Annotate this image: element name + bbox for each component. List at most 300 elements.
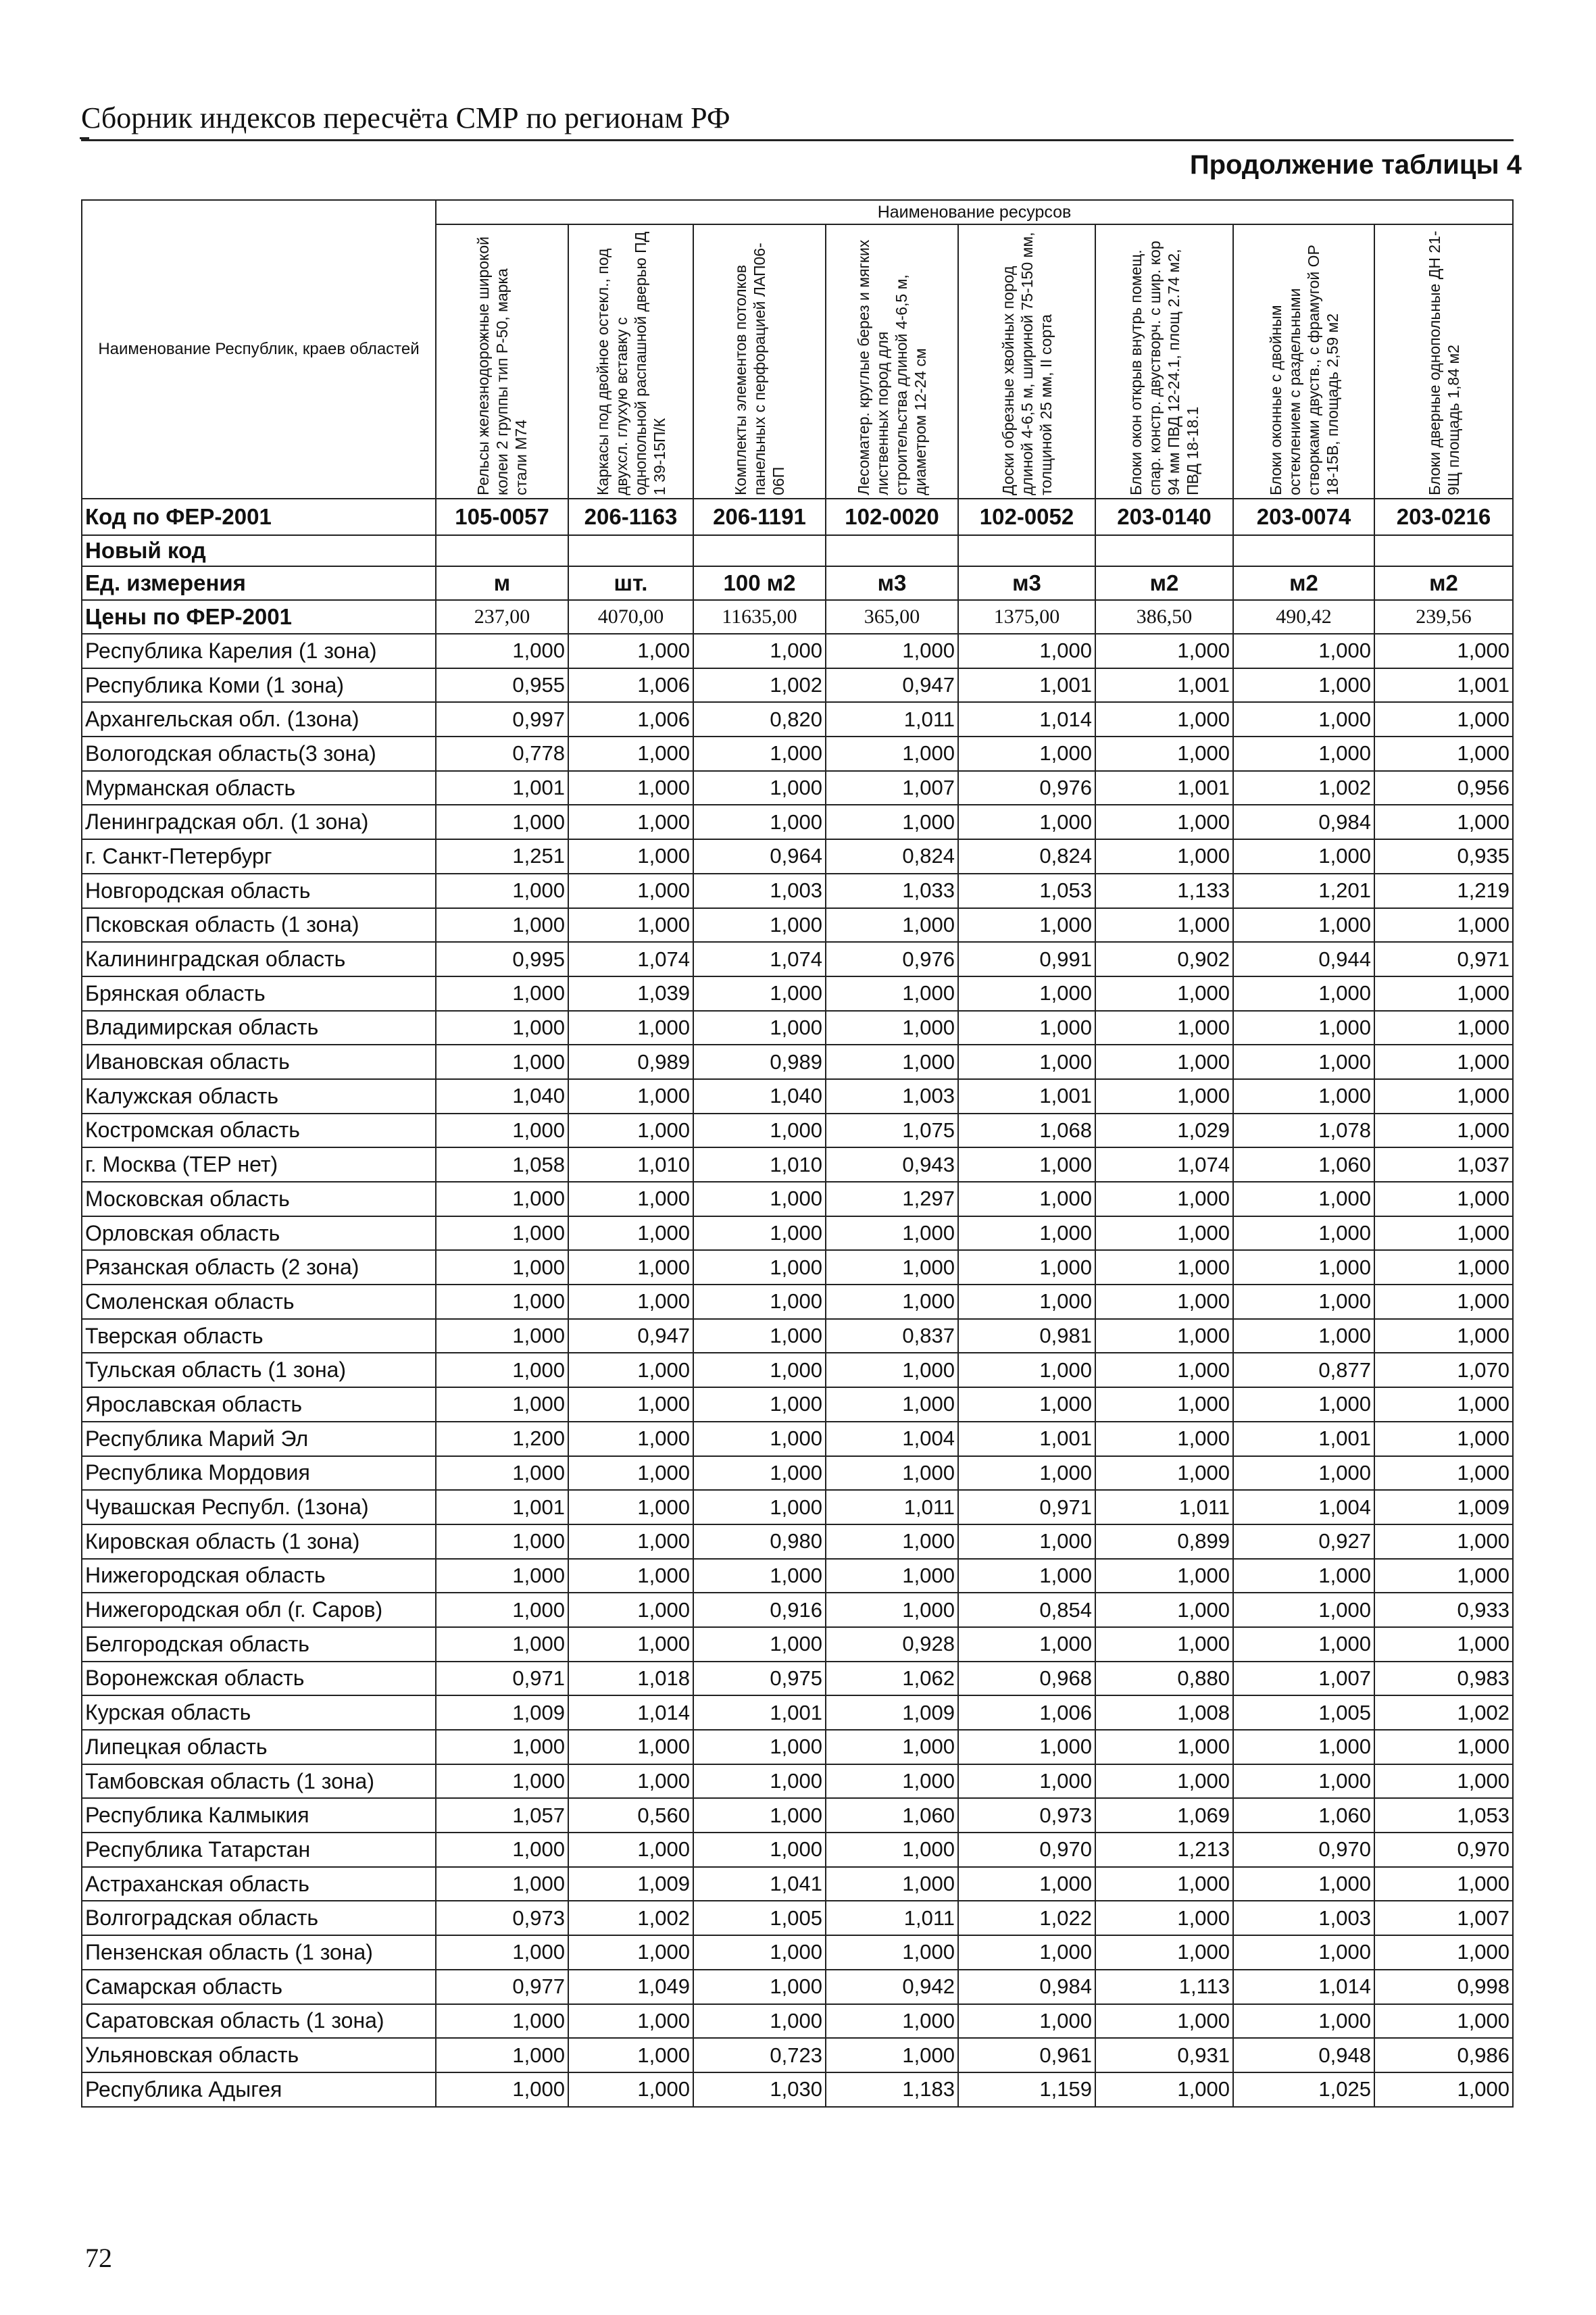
region-name: Ульяновская область — [82, 2038, 436, 2072]
index-value: 1,000 — [436, 1285, 568, 1319]
index-value: 1,000 — [568, 1490, 693, 1524]
index-value: 1,000 — [1095, 1319, 1233, 1353]
table-row — [82, 2072, 1513, 2107]
index-value: 1,040 — [436, 1079, 568, 1114]
index-value: 0,948 — [1233, 2038, 1374, 2072]
index-value: 1,074 — [1095, 1147, 1233, 1182]
index-value: 1,000 — [826, 1833, 958, 1867]
table-row — [82, 1250, 1513, 1285]
index-value: 0,943 — [826, 1147, 958, 1182]
index-value: 1,000 — [1095, 1730, 1233, 1764]
index-value: 1,000 — [826, 1764, 958, 1799]
index-value: 1,000 — [826, 2004, 958, 2039]
index-value: 1,000 — [568, 839, 693, 874]
index-value: 1,000 — [1095, 1045, 1233, 1079]
index-value: 1,011 — [826, 1490, 958, 1524]
index-value: 1,000 — [693, 1935, 826, 1970]
index-value: 1,009 — [826, 1695, 958, 1730]
index-value: 1,041 — [693, 1867, 826, 1901]
region-column-header-text: Наименование Республик, краев областей — [98, 340, 420, 358]
index-value: 1,000 — [436, 1250, 568, 1285]
index-value: 1,000 — [568, 737, 693, 771]
resource-header-1 — [436, 224, 568, 499]
index-value: 1,000 — [436, 805, 568, 839]
index-value: 1,000 — [436, 1730, 568, 1764]
price-2: 4070,00 — [568, 600, 693, 634]
region-name: Рязанская область (2 зона) — [82, 1250, 436, 1285]
table-row — [82, 2004, 1513, 2039]
index-value: 1,000 — [826, 2038, 958, 2072]
index-value: 1,000 — [568, 1524, 693, 1559]
index-value: 0,989 — [693, 1045, 826, 1079]
index-value: 0,998 — [1374, 1970, 1513, 2004]
index-value: 0,928 — [826, 1627, 958, 1662]
table-row — [82, 1114, 1513, 1148]
region-name: Орловская область — [82, 1216, 436, 1251]
region-column-header — [82, 200, 436, 499]
index-value: 1,000 — [1233, 1593, 1374, 1627]
region-rows — [82, 634, 1513, 2107]
index-value: 1,000 — [1233, 1011, 1374, 1045]
index-value: 1,000 — [1095, 1353, 1233, 1387]
index-value: 1,000 — [436, 976, 568, 1011]
index-value: 0,942 — [826, 1970, 958, 2004]
index-value: 1,000 — [436, 2072, 568, 2107]
index-value: 1,000 — [436, 1935, 568, 1970]
unit-2: шт. — [568, 566, 693, 600]
region-name: Волгоградская область — [82, 1901, 436, 1935]
index-value: 0,955 — [436, 668, 568, 703]
index-value: 1,006 — [568, 702, 693, 737]
index-value: 1,000 — [1095, 1456, 1233, 1491]
unit-row — [82, 566, 1513, 600]
index-value: 1,000 — [693, 1011, 826, 1045]
table-row — [82, 1695, 1513, 1730]
fer-code-row — [82, 499, 1513, 535]
index-value: 1,008 — [1095, 1695, 1233, 1730]
page-number: 72 — [85, 2243, 112, 2273]
index-value: 0,820 — [693, 702, 826, 737]
table-row — [82, 1285, 1513, 1319]
price-8: 239,56 — [1374, 600, 1513, 634]
table-row — [82, 805, 1513, 839]
index-value: 1,000 — [1233, 1387, 1374, 1422]
region-name: Ивановская область — [82, 1045, 436, 1079]
index-value: 1,000 — [1095, 2004, 1233, 2039]
index-value: 1,009 — [1374, 1490, 1513, 1524]
index-value: 1,000 — [1374, 1764, 1513, 1799]
index-value: 0,902 — [1095, 942, 1233, 976]
table-row — [82, 1833, 1513, 1867]
index-value: 1,000 — [958, 1285, 1095, 1319]
table-continuation-label: Продолжение таблицы 4 — [1189, 150, 1522, 180]
index-value: 0,976 — [826, 942, 958, 976]
resource-header-7 — [1233, 224, 1374, 499]
index-value: 1,000 — [568, 1216, 693, 1251]
index-table — [81, 199, 1514, 2108]
index-value: 1,000 — [1233, 1250, 1374, 1285]
index-value: 0,877 — [1233, 1353, 1374, 1387]
index-value: 1,010 — [693, 1147, 826, 1182]
index-value: 1,000 — [1095, 1011, 1233, 1045]
index-value: 1,000 — [568, 1422, 693, 1456]
index-value: 0,899 — [1095, 1524, 1233, 1559]
region-name: Республика Марий Эл — [82, 1422, 436, 1456]
index-value: 0,880 — [1095, 1662, 1233, 1696]
index-value: 1,000 — [436, 2004, 568, 2039]
index-value: 1,000 — [826, 908, 958, 943]
table-row — [82, 1524, 1513, 1559]
region-name: Владимирская область — [82, 1011, 436, 1045]
index-value: 1,004 — [826, 1422, 958, 1456]
index-value: 1,000 — [436, 1867, 568, 1901]
index-value: 1,000 — [436, 1559, 568, 1593]
table-header — [82, 200, 1513, 634]
index-value: 1,000 — [1233, 668, 1374, 703]
index-value: 0,983 — [1374, 1662, 1513, 1696]
index-value: 1,000 — [1374, 702, 1513, 737]
index-value: 1,009 — [436, 1695, 568, 1730]
index-value: 1,007 — [826, 771, 958, 805]
region-name: Калининградская область — [82, 942, 436, 976]
region-name: Кировская область (1 зона) — [82, 1524, 436, 1559]
index-value: 1,000 — [1374, 737, 1513, 771]
region-name: Республика Адыгея — [82, 2072, 436, 2107]
index-value: 1,000 — [693, 1764, 826, 1799]
index-value: 1,000 — [1233, 1456, 1374, 1491]
index-value: 1,000 — [1095, 1901, 1233, 1935]
region-name: Пензенская область (1 зона) — [82, 1935, 436, 1970]
fer-code-3: 206-1191 — [693, 499, 826, 535]
index-value: 1,000 — [693, 1114, 826, 1148]
index-value: 1,000 — [1374, 1045, 1513, 1079]
index-value: 1,000 — [1374, 1456, 1513, 1491]
index-value: 1,201 — [1233, 874, 1374, 908]
index-value: 1,000 — [826, 976, 958, 1011]
index-value: 1,000 — [693, 1490, 826, 1524]
unit-6: м2 — [1095, 566, 1233, 600]
resource-name-8: Блоки дверные однопольные ДН 21-9Щ площадь 1,84 м2 — [1425, 230, 1462, 495]
resource-header-4 — [826, 224, 958, 499]
resource-header-3 — [693, 224, 826, 499]
index-value: 0,854 — [958, 1593, 1095, 1627]
index-value: 1,005 — [693, 1901, 826, 1935]
index-value: 0,931 — [1095, 2038, 1233, 2072]
index-value: 1,000 — [1374, 1387, 1513, 1422]
index-value: 1,000 — [436, 1524, 568, 1559]
index-value: 0,980 — [693, 1524, 826, 1559]
table-row — [82, 1182, 1513, 1216]
index-value: 0,971 — [1374, 942, 1513, 976]
index-value: 1,000 — [436, 1182, 568, 1216]
index-value: 1,000 — [693, 805, 826, 839]
resource-header-6 — [1095, 224, 1233, 499]
index-value: 1,000 — [1374, 1730, 1513, 1764]
index-value: 1,010 — [568, 1147, 693, 1182]
index-value: 1,000 — [958, 1456, 1095, 1491]
resource-header-5 — [958, 224, 1095, 499]
index-value: 1,000 — [436, 908, 568, 943]
index-value: 1,000 — [436, 1011, 568, 1045]
table-row — [82, 1490, 1513, 1524]
index-value: 1,000 — [693, 1182, 826, 1216]
index-value: 1,219 — [1374, 874, 1513, 908]
index-value: 1,000 — [958, 1627, 1095, 1662]
index-value: 0,970 — [958, 1833, 1095, 1867]
index-value: 1,133 — [1095, 874, 1233, 908]
index-value: 1,000 — [568, 805, 693, 839]
index-value: 1,000 — [1374, 1285, 1513, 1319]
index-value: 1,000 — [1233, 634, 1374, 668]
index-value: 1,014 — [1233, 1970, 1374, 2004]
index-value: 1,074 — [568, 942, 693, 976]
index-value: 1,000 — [693, 1216, 826, 1251]
index-value: 1,000 — [1374, 1250, 1513, 1285]
table-row — [82, 976, 1513, 1011]
index-value: 1,000 — [568, 1456, 693, 1491]
index-value: 1,000 — [1233, 839, 1374, 874]
table-row — [82, 874, 1513, 908]
index-value: 1,000 — [958, 1045, 1095, 1079]
index-value: 0,935 — [1374, 839, 1513, 874]
index-value: 1,000 — [436, 2038, 568, 2072]
price-3: 11635,00 — [693, 600, 826, 634]
index-value: 1,000 — [1374, 1114, 1513, 1148]
table-row — [82, 1901, 1513, 1935]
index-value: 1,000 — [1233, 1935, 1374, 1970]
header-dash — [80, 137, 89, 139]
index-value: 1,000 — [1095, 1422, 1233, 1456]
unit-3: 100 м2 — [693, 566, 826, 600]
index-value: 0,927 — [1233, 1524, 1374, 1559]
index-value: 1,053 — [958, 874, 1095, 908]
table-row — [82, 1627, 1513, 1662]
table-row — [82, 1045, 1513, 1079]
index-value: 1,000 — [826, 1524, 958, 1559]
index-value: 1,000 — [1374, 634, 1513, 668]
index-value: 1,297 — [826, 1182, 958, 1216]
resource-name-3: Комплекты элементов потолков панельных с перфорацией ЛАП06-06П — [732, 243, 787, 495]
index-value: 0,970 — [1233, 1833, 1374, 1867]
index-value: 1,000 — [693, 1456, 826, 1491]
index-value: 1,002 — [568, 1901, 693, 1935]
index-value: 1,000 — [826, 805, 958, 839]
region-name: Вологодская область(3 зона) — [82, 737, 436, 771]
index-value: 1,000 — [1233, 1045, 1374, 1079]
index-value: 1,053 — [1374, 1798, 1513, 1833]
price-6: 386,50 — [1095, 600, 1233, 634]
index-value: 1,001 — [958, 1422, 1095, 1456]
index-value: 1,000 — [958, 1867, 1095, 1901]
index-value: 1,040 — [693, 1079, 826, 1114]
resource-name-7: Блоки оконные с двойным остеклением с раздельными створками двуств., с фрамугой ОР 18-15В, площадь 2,59 м2 — [1266, 245, 1341, 495]
index-value: 1,000 — [958, 1250, 1095, 1285]
index-value: 1,000 — [1233, 1730, 1374, 1764]
index-value: 1,000 — [436, 1319, 568, 1353]
fer-code-label: Код по ФЕР-2001 — [82, 499, 436, 535]
unit-label: Ед. измерения — [82, 566, 436, 600]
index-value: 1,000 — [1095, 1764, 1233, 1799]
region-name: Тверская область — [82, 1319, 436, 1353]
index-value: 1,000 — [958, 1387, 1095, 1422]
fer-code-2: 206-1163 — [568, 499, 693, 535]
new-code-cell — [826, 535, 958, 566]
index-value: 1,000 — [1095, 908, 1233, 943]
fer-code-7: 203-0074 — [1233, 499, 1374, 535]
unit-5: м3 — [958, 566, 1095, 600]
index-value: 1,000 — [1233, 1867, 1374, 1901]
table-row — [82, 839, 1513, 874]
index-value: 1,000 — [958, 2004, 1095, 2039]
region-name: Республика Татарстан — [82, 1833, 436, 1867]
index-value: 1,000 — [1095, 1216, 1233, 1251]
index-value: 0,989 — [568, 1045, 693, 1079]
index-value: 1,000 — [1233, 1627, 1374, 1662]
index-value: 1,000 — [1374, 1182, 1513, 1216]
resource-name-1: Рельсы железнодорожные широкой колеи 2 группы тип Р-50, марка стали М74 — [474, 236, 530, 495]
index-value: 1,000 — [826, 1456, 958, 1491]
index-value: 1,000 — [1374, 1319, 1513, 1353]
fer-code-1: 105-0057 — [436, 499, 568, 535]
new-code-cell — [568, 535, 693, 566]
index-value: 1,000 — [1233, 702, 1374, 737]
index-value: 1,000 — [693, 1798, 826, 1833]
index-value: 1,003 — [693, 874, 826, 908]
price-1: 237,00 — [436, 600, 568, 634]
index-value: 1,000 — [1374, 976, 1513, 1011]
table-row — [82, 1147, 1513, 1182]
index-value: 0,837 — [826, 1319, 958, 1353]
index-value: 0,944 — [1233, 942, 1374, 976]
unit-4: м3 — [826, 566, 958, 600]
index-value: 1,000 — [1095, 1285, 1233, 1319]
table-row — [82, 737, 1513, 771]
index-value: 1,000 — [436, 634, 568, 668]
index-value: 1,060 — [1233, 1147, 1374, 1182]
index-value: 1,000 — [693, 1250, 826, 1285]
region-name: Республика Карелия (1 зона) — [82, 634, 436, 668]
index-value: 1,000 — [826, 1559, 958, 1593]
index-value: 1,000 — [693, 1970, 826, 2004]
table-row — [82, 2038, 1513, 2072]
index-value: 1,000 — [1095, 976, 1233, 1011]
index-value: 1,000 — [436, 1833, 568, 1867]
index-value: 1,000 — [693, 1422, 826, 1456]
table-row — [82, 1730, 1513, 1764]
index-value: 0,824 — [958, 839, 1095, 874]
index-value: 1,000 — [436, 1353, 568, 1387]
index-value: 1,000 — [568, 1285, 693, 1319]
index-value: 0,956 — [1374, 771, 1513, 805]
index-value: 0,973 — [958, 1798, 1095, 1833]
region-name: Воронежская область — [82, 1662, 436, 1696]
index-value: 1,069 — [1095, 1798, 1233, 1833]
index-value: 1,000 — [1374, 1216, 1513, 1251]
table-row — [82, 1764, 1513, 1799]
index-value: 1,000 — [1374, 2072, 1513, 2107]
index-value: 1,000 — [1095, 1079, 1233, 1114]
region-name: Псковская область (1 зона) — [82, 908, 436, 943]
index-value: 0,947 — [826, 668, 958, 703]
index-value: 1,011 — [826, 702, 958, 737]
collection-title: Сборник индексов пересчёта СМР по регионам РФ — [81, 101, 730, 134]
index-value: 1,000 — [436, 1045, 568, 1079]
region-name: Мурманская область — [82, 771, 436, 805]
index-value: 1,000 — [693, 1833, 826, 1867]
region-name: Калужская область — [82, 1079, 436, 1114]
index-value: 1,002 — [693, 668, 826, 703]
index-value: 1,078 — [1233, 1114, 1374, 1148]
index-value: 1,000 — [693, 2004, 826, 2039]
index-value: 1,000 — [1095, 839, 1233, 874]
index-value: 0,997 — [436, 702, 568, 737]
region-name: г. Москва (ТЕР нет) — [82, 1147, 436, 1182]
index-value: 1,000 — [436, 1764, 568, 1799]
resource-name-4: Лесоматер. круглые берез и мягких лиственных пород для строительства длиной 4-6,5 м, диаметром 12-24 см — [855, 239, 929, 495]
index-value: 1,000 — [958, 908, 1095, 943]
new-code-cell — [1095, 535, 1233, 566]
region-name: Брянская область — [82, 976, 436, 1011]
index-value: 1,000 — [826, 1045, 958, 1079]
index-value: 1,000 — [958, 1216, 1095, 1251]
index-value: 1,000 — [958, 805, 1095, 839]
unit-1: м — [436, 566, 568, 600]
index-value: 0,984 — [1233, 805, 1374, 839]
index-value: 1,000 — [568, 1764, 693, 1799]
table-row — [82, 1867, 1513, 1901]
page-header — [81, 101, 1514, 141]
fer-code-4: 102-0020 — [826, 499, 958, 535]
index-value: 1,000 — [1233, 1559, 1374, 1593]
index-value: 1,000 — [1095, 1627, 1233, 1662]
index-value: 1,000 — [1095, 1935, 1233, 1970]
index-value: 1,033 — [826, 874, 958, 908]
index-value: 0,995 — [436, 942, 568, 976]
region-name: Саратовская область (1 зона) — [82, 2004, 436, 2039]
region-name: Белгородская область — [82, 1627, 436, 1662]
index-value: 1,000 — [693, 771, 826, 805]
index-value: 1,000 — [1233, 1764, 1374, 1799]
index-value: 1,060 — [1233, 1798, 1374, 1833]
index-value: 1,000 — [958, 1353, 1095, 1387]
index-value: 1,000 — [826, 1730, 958, 1764]
resource-name-6: Блоки окон открыв внутрь помещ. спар. констр. двустворч. с шир. кор 94 мм ПВД 12-24.1, площ 2.74 м2, ПВД 18-18.1 — [1127, 241, 1201, 495]
region-name: Архангельская обл. (1зона) — [82, 702, 436, 737]
region-name: Нижегородская обл (г. Саров) — [82, 1593, 436, 1627]
index-value: 1,000 — [568, 2072, 693, 2107]
region-name: г. Санкт-Петербург — [82, 839, 436, 874]
index-value: 1,000 — [1374, 2004, 1513, 2039]
group-header-row — [82, 200, 1513, 224]
region-name: Ленинградская обл. (1 зона) — [82, 805, 436, 839]
index-value: 1,000 — [826, 1935, 958, 1970]
index-value: 1,251 — [436, 839, 568, 874]
index-value: 1,009 — [568, 1867, 693, 1901]
region-name: Республика Коми (1 зона) — [82, 668, 436, 703]
index-value: 1,000 — [568, 1387, 693, 1422]
index-value: 1,000 — [1095, 1867, 1233, 1901]
index-value: 1,000 — [568, 1114, 693, 1148]
table-row — [82, 1422, 1513, 1456]
index-value: 1,014 — [568, 1695, 693, 1730]
index-value: 1,000 — [568, 771, 693, 805]
index-value: 1,183 — [826, 2072, 958, 2107]
table-row — [82, 634, 1513, 668]
region-name: Республика Мордовия — [82, 1456, 436, 1491]
index-value: 1,000 — [568, 1011, 693, 1045]
region-name: Республика Калмыкия — [82, 1798, 436, 1833]
resource-header-2 — [568, 224, 693, 499]
